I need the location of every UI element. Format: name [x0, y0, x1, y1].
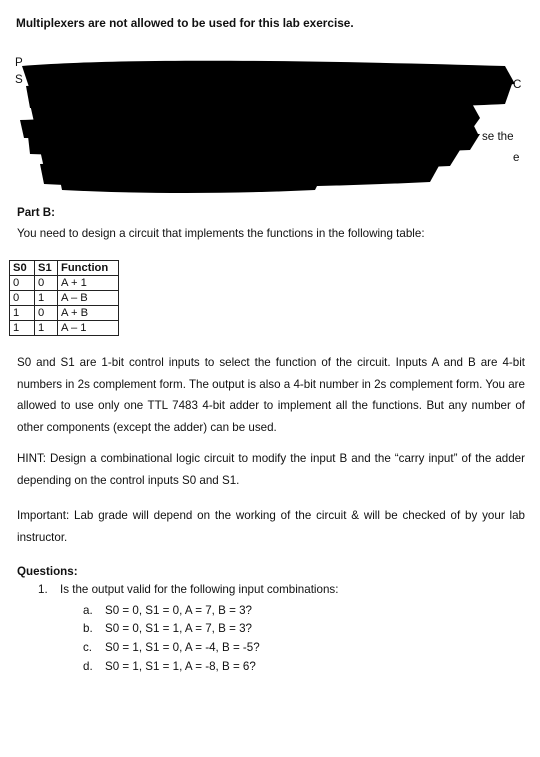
- list-item: [83, 622, 252, 635]
- table-row: [10, 291, 119, 306]
- item-letter: d.: [83, 660, 93, 673]
- hint-paragraph: HINT: Design a combinational logic circuit to modify the input B and the “carry input” of the adder depending on the control inputs S0 and S1.: [17, 452, 525, 487]
- table-cell: 0: [10, 291, 35, 306]
- item-letter: b.: [83, 622, 93, 635]
- table-cell: A – B: [58, 291, 119, 306]
- lab-notice: Multiplexers are not allowed to be used for this lab exercise.: [16, 16, 354, 30]
- table-row: [10, 306, 119, 321]
- table-cell: 0: [10, 276, 35, 291]
- table-cell: 1: [10, 306, 35, 321]
- important-paragraph: Important: Lab grade will depend on the working of the circuit & will be checked of by your lab instructor.: [17, 509, 525, 544]
- table-header-row: [10, 261, 119, 276]
- redacted-fragment: S: [15, 73, 23, 86]
- list-item: [83, 604, 252, 617]
- table-cell: A + 1: [58, 276, 119, 291]
- question-text: Is the output valid for the following input combinations:: [60, 583, 339, 596]
- redacted-fragment: P: [15, 56, 23, 69]
- table-cell: 1: [35, 321, 58, 336]
- redacted-fragment: C: [513, 78, 522, 91]
- redacted-fragment: e: [513, 151, 520, 164]
- table-cell: 1: [10, 321, 35, 336]
- item-letter: a.: [83, 604, 93, 617]
- list-item: [83, 660, 256, 673]
- table-row: [10, 321, 119, 336]
- questions-heading: Questions:: [17, 565, 78, 578]
- table-cell: A + B: [58, 306, 119, 321]
- part-b-heading: Part B:: [17, 206, 56, 219]
- question-1: [38, 583, 338, 596]
- question-number: 1.: [38, 583, 48, 596]
- item-text: S0 = 0, S1 = 1, A = 7, B = 3?: [105, 622, 252, 635]
- redacted-fragment: se the: [482, 130, 514, 143]
- part-b-intro: You need to design a circuit that implements the functions in the following table:: [17, 227, 425, 240]
- column-header: Function: [58, 261, 119, 276]
- table-cell: 0: [35, 306, 58, 321]
- list-item: [83, 641, 260, 654]
- table-row: [10, 276, 119, 291]
- item-text: S0 = 0, S1 = 0, A = 7, B = 3?: [105, 604, 252, 617]
- table-cell: 0: [35, 276, 58, 291]
- table-cell: 1: [35, 291, 58, 306]
- redaction-scribble: [0, 0, 540, 200]
- item-letter: c.: [83, 641, 93, 654]
- column-header: S1: [35, 261, 58, 276]
- function-table: [9, 260, 119, 336]
- item-text: S0 = 1, S1 = 1, A = -8, B = 6?: [105, 660, 256, 673]
- table-cell: A – 1: [58, 321, 119, 336]
- description-paragraph: S0 and S1 are 1-bit control inputs to select the function of the circuit. Inputs A and B are 4-bit numbers in 2s complement form. The output is also a 4-bit number in 2s complement form. You are allowed to use only one TTL 7483 4-bit adder to implement all the functions. But any number of other components (except the adder) can be used.: [17, 356, 525, 434]
- column-header: S0: [10, 261, 35, 276]
- item-text: S0 = 1, S1 = 0, A = -4, B = -5?: [105, 641, 260, 654]
